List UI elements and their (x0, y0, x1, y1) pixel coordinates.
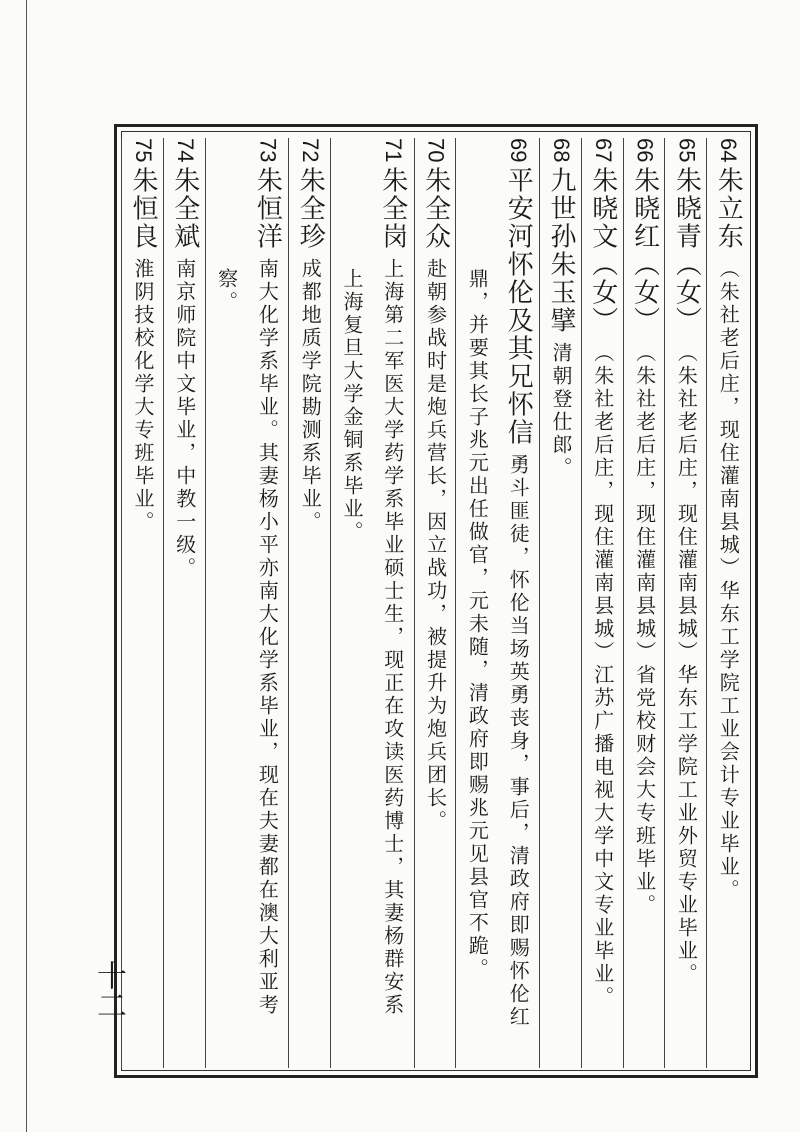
entry-description: 勇斗匪徒，怀伦当场英勇丧身，事后，清政府即赐怀伦红 (506, 454, 531, 1030)
entry-column-73 (246, 138, 288, 1068)
entry-description-continued: 察。 (214, 268, 239, 314)
entry-number: 66 (632, 138, 658, 163)
entry-column-68 (539, 138, 582, 1068)
entry-name: 朱晓红（女） (629, 166, 660, 335)
entry-name: 朱立东 (713, 166, 744, 251)
entry-description: 成都地质学院勘测系毕业。 (298, 258, 323, 535)
entry-column-69 (497, 138, 539, 1068)
entry-name: 朱晓文（女） (587, 166, 618, 335)
entry-column-72 (288, 138, 331, 1068)
entry-description: （朱社老后庄，现住灌南县城）江苏广播电视大学中文专业毕业。 (590, 342, 615, 1010)
entry-continuation (455, 138, 498, 1068)
entry-name: 朱全岗 (377, 166, 408, 251)
entry-description: 赴朝参战时是炮兵营长，因立战功，被提升为炮兵团长。 (423, 258, 448, 834)
entry-description: （朱社老后庄，现住灌南县城）华东工学院工业会计专业毕业。 (716, 258, 741, 903)
entry-name: 平安河怀伦及其兄怀信 (503, 166, 534, 447)
entry-description: （朱社老后庄，现住灌南县城）华东工学院工业外贸专业毕业。 (674, 342, 699, 987)
entry-number: 72 (298, 138, 324, 163)
entry-name: 朱恒洋 (252, 166, 283, 251)
entry-name: 九世孙朱玉擘 (546, 166, 576, 335)
entry-name: 朱全斌 (169, 166, 200, 251)
entry-description: 南京师院中文毕业，中教一级。 (172, 258, 197, 581)
entry-description-continued: 上海复旦大学金铜系毕业。 (340, 268, 364, 544)
entry-description: 上海第二军医大学药学系毕业硕士生，现正在攻读医药博士，其妻杨群安系 (380, 258, 405, 1018)
entry-description: 南大化学系毕业。其妻杨小平亦南大化学系毕业，现在夫妻都在澳大利亚考 (255, 258, 280, 1018)
entry-column-67 (581, 138, 624, 1068)
entry-description-continued: 鼎，并要其长子兆元出任做官，元未随，清政府即赐兆元见县官不跪。 (465, 268, 490, 981)
entry-column-65 (664, 138, 707, 1068)
entry-number: 68 (549, 138, 574, 163)
entry-column-75 (121, 138, 164, 1068)
entry-continuation (330, 138, 373, 1068)
entry-number: 70 (423, 138, 449, 163)
entry-column-71 (372, 138, 414, 1068)
entry-name: 朱全珍 (295, 166, 326, 251)
entry-column-64 (706, 138, 749, 1068)
entry-number: 75 (131, 138, 156, 163)
binding-line (26, 0, 27, 1132)
page-number: 十二 (91, 960, 126, 1020)
entry-name: 朱晓青（女） (671, 166, 702, 335)
entry-description: 清朝登仕郎。 (549, 342, 573, 481)
entry-number: 74 (172, 138, 198, 163)
entry-description: （朱社老后庄，现住灌南县城）省党校财会大专班毕业。 (632, 342, 657, 918)
entry-name: 朱全众 (420, 166, 451, 251)
entry-name: 朱恒良 (128, 166, 158, 251)
entry-number: 64 (716, 138, 742, 163)
entry-number: 69 (506, 138, 532, 163)
entry-column-70 (414, 138, 457, 1068)
entry-number: 73 (255, 138, 281, 163)
entry-continuation (205, 138, 248, 1068)
entry-column-74 (163, 138, 206, 1068)
entry-number: 65 (674, 138, 700, 163)
entry-number: 71 (380, 138, 406, 163)
entry-column-66 (623, 138, 666, 1068)
entry-description: 淮阴技校化学大专班毕业。 (131, 258, 155, 535)
entry-number: 67 (590, 138, 616, 163)
